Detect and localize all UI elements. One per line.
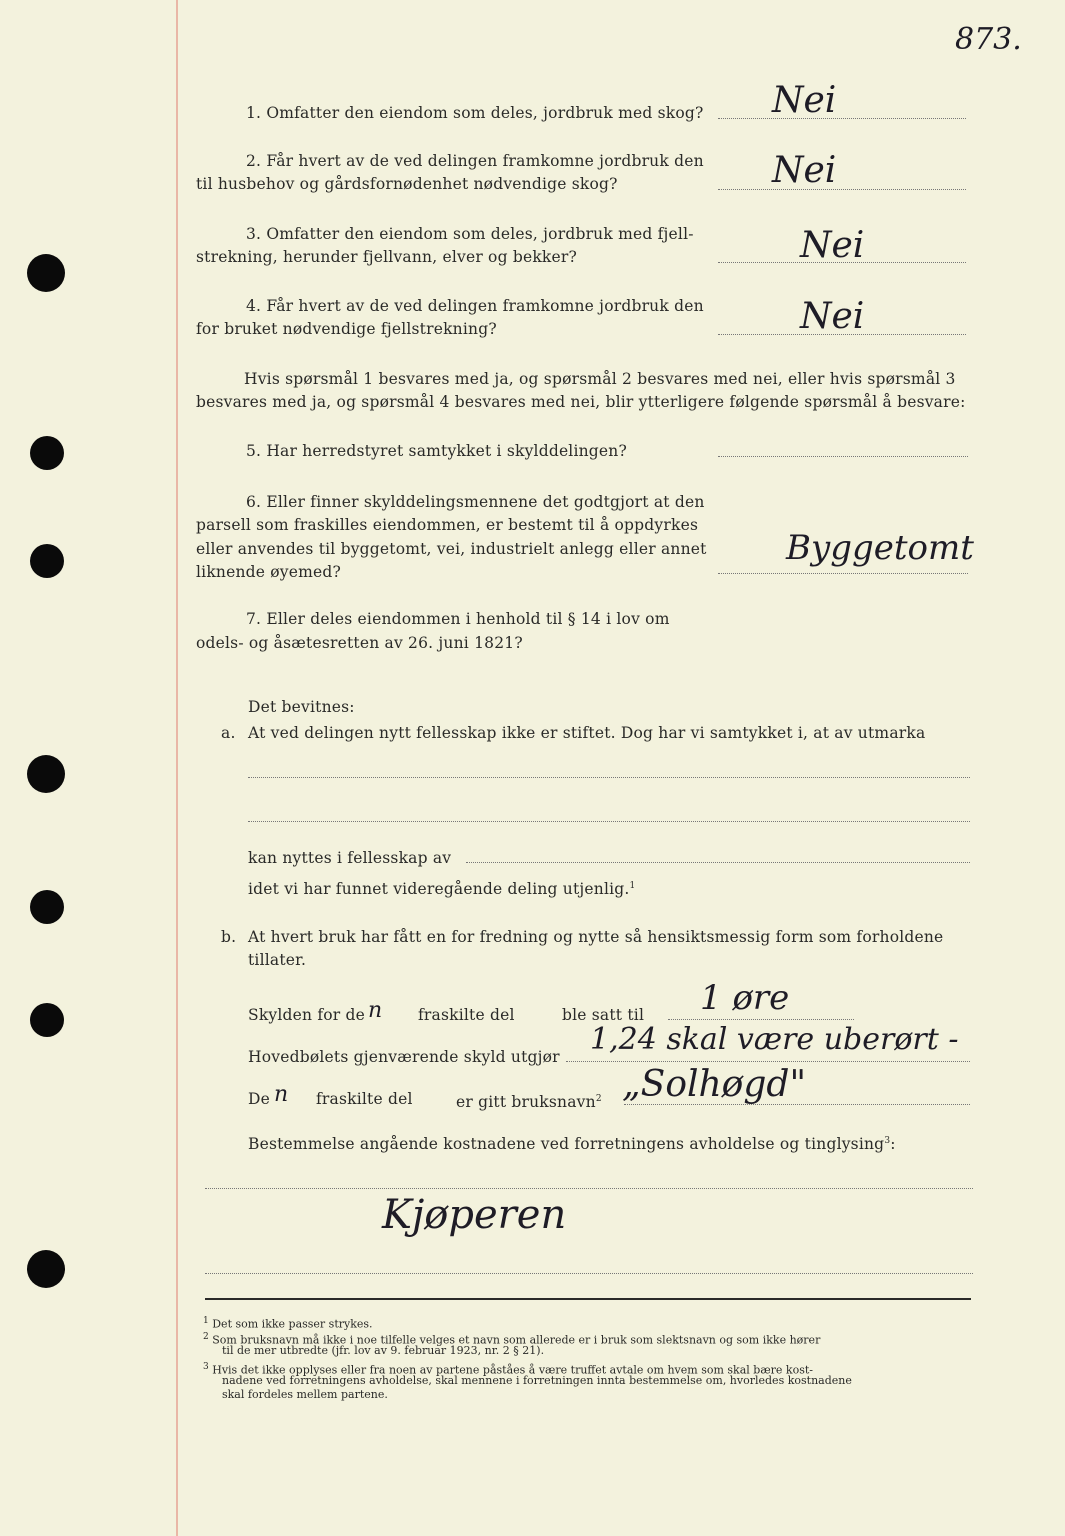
question-6-line-4: liknende øyemed? xyxy=(196,563,342,581)
answer-line xyxy=(718,456,968,457)
costs-answer: Kjøperen xyxy=(382,1192,567,1238)
question-1: 1. Omfatter den eiendom som deles, jordbruk med skog? xyxy=(246,104,704,122)
footnote-1: $^1$ Det som ikke passer strykes. xyxy=(203,1316,373,1331)
answer-line xyxy=(718,118,966,119)
question-2-line-1: 2. Får hvert av de ved delingen framkomne jordbruk den xyxy=(246,152,704,170)
question-3-line-1: 3. Omfatter den eiendom som deles, jordbruk med fjell- xyxy=(246,225,694,243)
fill-line xyxy=(668,1019,854,1020)
bruksnavn-label-c: er gitt bruksnavn$^2$ xyxy=(456,1093,602,1112)
answer-line xyxy=(718,189,966,190)
question-3-line-2: strekning, herunder fjellvann, elver og bekker? xyxy=(196,248,578,266)
punch-hole xyxy=(27,755,65,793)
question-7-line-1: 7. Eller deles eiendommen i henhold til § 14 i lov om xyxy=(246,610,670,628)
answer-2: Nei xyxy=(772,150,837,191)
section-a-label: a. xyxy=(221,724,236,742)
hovedbol-label: Hovedbølets gjenværende skyld utgjør xyxy=(248,1048,560,1066)
section-b-label: b. xyxy=(221,928,237,946)
fill-line xyxy=(205,1273,973,1274)
question-2-line-2: til husbehov og gårdsfornødenhet nødvendige skog? xyxy=(196,175,618,193)
hovedbol-value: 1,24 skal være uberørt - xyxy=(590,1022,959,1057)
question-4-line-1: 4. Får hvert av de ved delingen framkomne jordbruk den xyxy=(246,297,704,315)
footnote-3-cont: nadene ved forretningens avholdelse, skal mennene i forretningen innta bestemmelse om, hvorledes kostnadene xyxy=(222,1374,852,1387)
instruction-line-1: Hvis spørsmål 1 besvares med ja, og spørsmål 2 besvares med nei, eller hvis spørsmål 3 xyxy=(244,370,956,388)
shared-use-label: kan nyttes i fellesskap av xyxy=(248,849,452,867)
punch-hole xyxy=(30,890,64,924)
division-statement: idet vi har funnet videregående deling utjenlig.$^1$ xyxy=(248,880,636,899)
answer-line xyxy=(718,573,968,574)
hw-de-suffix: n xyxy=(274,1082,289,1107)
answer-4: Nei xyxy=(800,296,865,337)
skyld-value: 1 øre xyxy=(700,978,790,1018)
punch-hole xyxy=(27,254,65,292)
fill-line xyxy=(248,777,970,778)
hw-de-suffix: n xyxy=(368,998,383,1023)
bruksnavn-label: De xyxy=(248,1090,271,1108)
fill-line xyxy=(466,862,970,863)
answer-1: Nei xyxy=(772,80,837,121)
section-a-text: At ved delingen nytt fellesskap ikke er stiftet. Dog har vi samtykket i, at av utmarka xyxy=(248,724,926,742)
bruksnavn-value: „Solhøgd" xyxy=(622,1064,807,1105)
section-b-text-2: tillater. xyxy=(248,951,307,969)
skyld-label-b: fraskilte del xyxy=(418,1006,515,1024)
fill-line xyxy=(566,1061,970,1062)
footnote-rule xyxy=(205,1298,971,1300)
question-6-line-2: parsell som fraskilles eiendommen, er bestemt til å oppdyrkes xyxy=(196,516,699,534)
punch-hole xyxy=(27,1250,65,1288)
question-4-line-2: for bruket nødvendige fjellstrekning? xyxy=(196,320,497,338)
punch-hole xyxy=(30,1003,64,1037)
punch-hole xyxy=(30,544,64,578)
question-5: 5. Har herredstyret samtykket i skylddelingen? xyxy=(246,442,627,460)
answer-3: Nei xyxy=(800,225,865,266)
fill-line xyxy=(205,1188,973,1189)
question-6-line-3: eller anvendes til byggetomt, vei, industrielt anlegg eller annet xyxy=(196,540,707,558)
question-6-line-1: 6. Eller finner skylddelingsmennene det godtgjort at den xyxy=(246,493,705,511)
instruction-line-2: besvares med ja, og spørsmål 4 besvares med nei, blir ytterligere følgende spørsmål å besvare: xyxy=(196,393,966,411)
section-b-text-1: At hvert bruk har fått en for fredning og nytte så hensiktsmessig form som forholdene xyxy=(248,928,944,946)
footnote-2: $^2$ Som bruksnavn må ikke i noe tilfelle velges et navn som allerede er i bruk som slektsnavn og som ikke hører xyxy=(203,1332,821,1347)
certify-heading: Det bevitnes: xyxy=(248,698,355,716)
skyld-label-c: ble satt til xyxy=(562,1006,645,1024)
footnote-3-cont2: skal fordeles mellem partene. xyxy=(222,1388,388,1401)
page-number: 873. xyxy=(955,22,1022,57)
bruksnavn-label-b: fraskilte del xyxy=(316,1090,413,1108)
fill-line xyxy=(248,821,970,822)
question-7-line-2: odels- og åsætesretten av 26. juni 1821? xyxy=(196,634,523,652)
costs-label: Bestemmelse angående kostnadene ved forretningens avholdelse og tinglysing$^3$: xyxy=(248,1135,896,1154)
margin-line xyxy=(176,0,178,1536)
punch-hole xyxy=(30,436,64,470)
footnote-3: $^3$ Hvis det ikke opplyses eller fra noen av partene påståes å være truffet avtale om hvem som skal bære kost- xyxy=(203,1362,814,1377)
footnote-2-cont: til de mer utbredte (jfr. lov av 9. februar 1923, nr. 2 § 21). xyxy=(222,1344,545,1357)
skyld-label: Skylden for de xyxy=(248,1006,366,1024)
answer-6: Byggetomt xyxy=(786,528,974,568)
